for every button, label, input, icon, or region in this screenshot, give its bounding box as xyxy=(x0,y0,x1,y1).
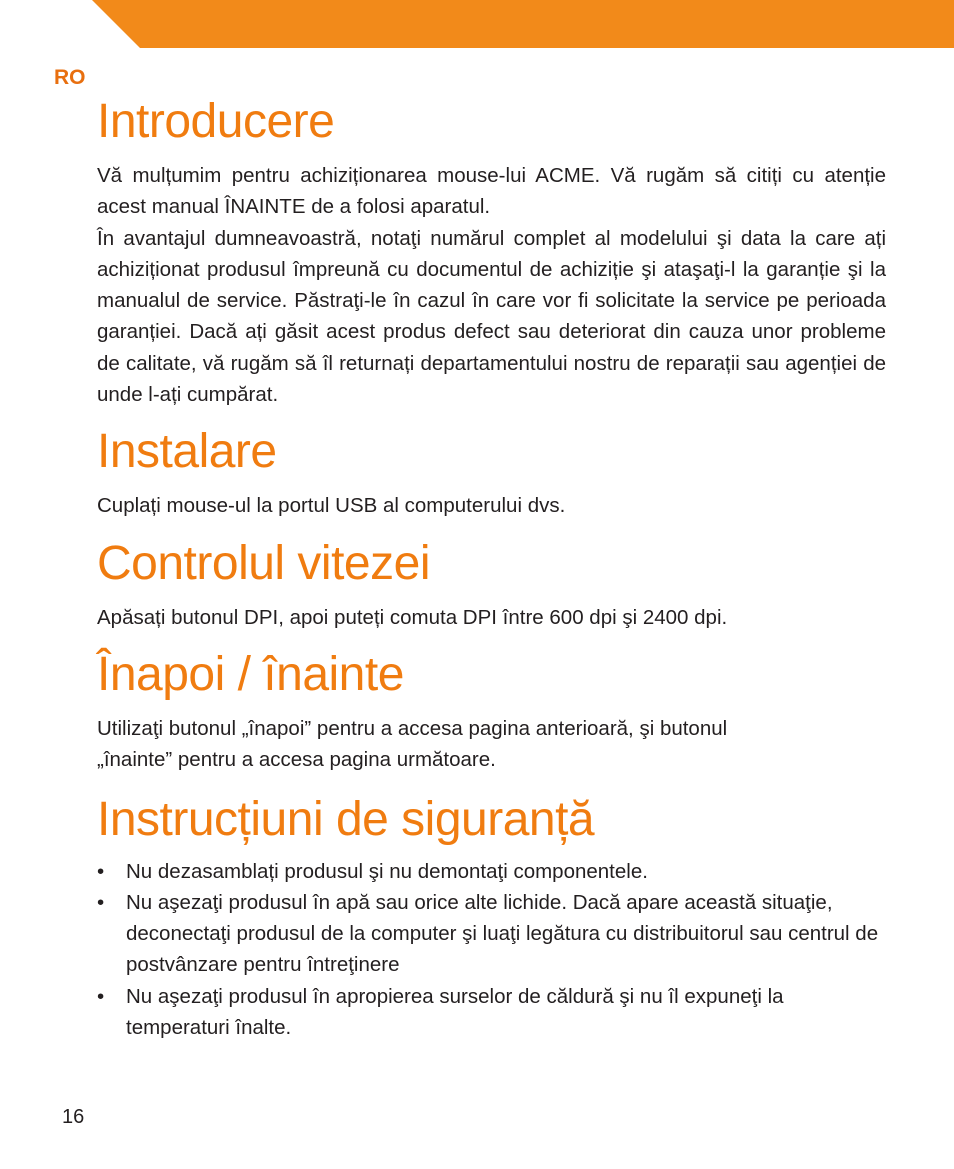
header-banner xyxy=(0,0,954,48)
language-code: RO xyxy=(54,66,86,89)
list-item xyxy=(97,856,886,887)
install-paragraph: Cuplați mouse-ul la portul USB al computerului dvs. xyxy=(97,494,566,518)
safety-heading: Instrucțiuni de siguranță xyxy=(97,792,595,846)
intro-heading: Introducere xyxy=(97,95,335,148)
page-content xyxy=(97,92,886,1043)
safety-item-text: Nu dezasamblați produsul şi nu demontaţi componentele. xyxy=(126,859,648,883)
safety-list xyxy=(97,856,886,1044)
back-forward-heading: Înapoi / înainte xyxy=(97,647,404,701)
list-item xyxy=(97,981,886,1044)
back-forward-paragraph-1: Utilizaţi butonul „înapoi” pentru a accesa pagina anterioară, şi butonul xyxy=(97,716,728,740)
install-heading: Instalare xyxy=(97,425,277,479)
safety-item-text: Nu aşezaţi produsul în apropierea surselor de căldură şi nu îl expuneţi la temperaturi înalte. xyxy=(126,984,784,1040)
bullet-mark: • xyxy=(97,890,105,914)
intro-paragraph-1: Vă mulțumim pentru achiziționarea mouse-lui ACME. Vă rugăm să citiți cu atenție acest manual ÎNAINTE de a folosi aparatul. xyxy=(97,164,886,219)
speed-heading: Controlul vitezei xyxy=(97,536,430,590)
header-banner-shape xyxy=(92,0,954,48)
back-forward-paragraph-2: „înainte” pentru a accesa pagina următoare. xyxy=(97,748,496,772)
safety-item-text: Nu aşezaţi produsul în apă sau orice alte lichide. Dacă apare această situaţie, deconectaţi produsul de la computer şi luaţi legătura cu distribuitorul sau centrul de postvânzare pentru întreţinere xyxy=(126,890,879,977)
bullet-mark: • xyxy=(97,984,105,1008)
list-item xyxy=(97,887,886,981)
page-number: 16 xyxy=(62,1106,85,1128)
speed-paragraph: Apăsați butonul DPI, apoi puteți comuta DPI între 600 dpi şi 2400 dpi. xyxy=(97,605,728,629)
intro-paragraph-2: În avantajul dumneavoastră, notaţi numărul complet al modelului şi data la care ați achiziționat produsul împreună cu documentul de achiziție şi ataşaţi-l la garanție şi la manualul de service. Păstraţi-le în cazul în care vor fi solicitate la service pe perioada garanției. Dacă ați găsit acest produs defect sau deteriorat din cauza unor probleme de calitate, vă rugăm să îl returnați departamentului nostru de reparații sau agenției de unde l-ați cumpărat. xyxy=(97,226,886,407)
bullet-mark: • xyxy=(97,859,105,883)
